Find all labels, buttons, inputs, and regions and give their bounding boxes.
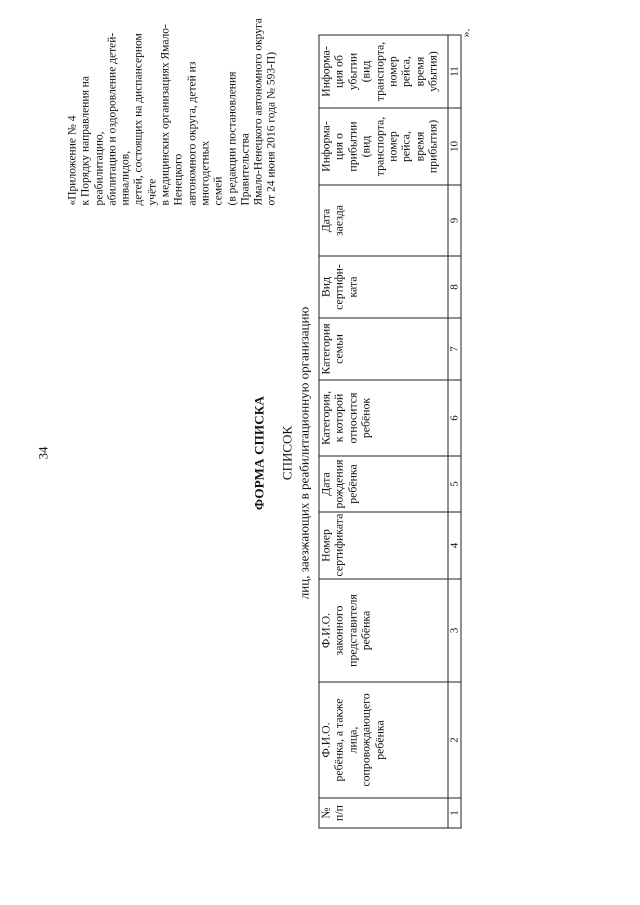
column-header: Информа- ция об убытии (вид транспорта, номер рейса, время убытия) [319,35,448,108]
table-header-row [319,35,448,828]
column-number: 9 [448,185,461,256]
appendix-header [66,5,279,205]
column-number: 10 [448,108,461,185]
column-number: 11 [448,35,461,108]
column-number: 7 [448,318,461,380]
column-header: Категория, к которой относится ребёнок [319,380,448,456]
column-header: Дата заезда [319,185,448,256]
list-subtitle: лиц, заезжающих в реабилитационную организацию [296,306,311,599]
column-header: Ф.И.О. ребёнка, а также лица, сопровождающего ребёнка [319,682,448,798]
column-header: Ф.И.О. законного представителя ребёнка [319,579,448,682]
column-header: № п/п [319,798,448,828]
list-title: СПИСОК [279,425,294,480]
column-number: 5 [448,456,461,512]
page-number: 34 [35,446,50,459]
form-title: ФОРМА СПИСКА [251,395,266,510]
column-header: Вид сертифи- ката [319,256,448,318]
column-number: 4 [448,512,461,579]
column-header: Категория семьи [319,318,448,380]
form-table [318,34,461,828]
appendix-body: к Порядку направления на реабилитацию, абилитацию и оздоровление детей-инвалидов, детей, состоящих на диспансерном учёте в медицинских организациях Ямало-Ненецкого автономного округа, детей из многодетных семей (в редакции постановления Правительства Ямало-Ненецкого автономного округа от 24 июня 2016 года № 593-П) [79,17,278,205]
column-number: 3 [448,579,461,682]
column-number: 6 [448,380,461,456]
appendix-title: «Приложение № 4 [66,115,78,205]
column-header: Дата рождения ребёнка [319,456,448,512]
column-header: Номер сертификата [319,512,448,579]
column-number: 1 [448,798,461,828]
column-number: 2 [448,682,461,798]
column-header: Информа- ция о прибытии (вид транспорта, номер рейса, время прибытия) [319,108,448,185]
table-row [448,35,461,828]
closing-quote: ». [458,28,472,37]
column-number: 8 [448,256,461,318]
